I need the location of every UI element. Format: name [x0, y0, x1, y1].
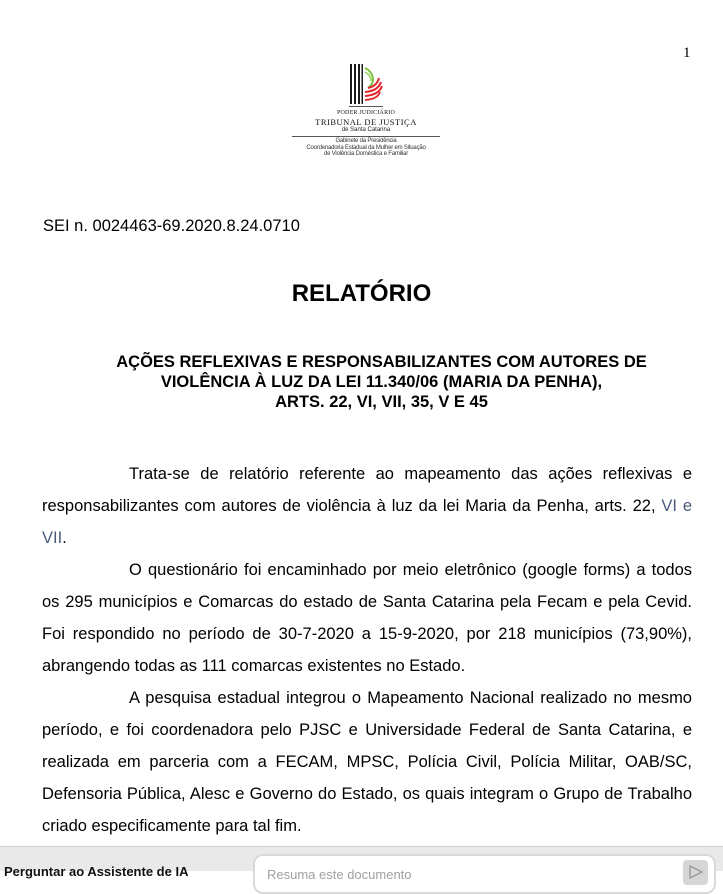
sei-number: SEI n. 0024463-69.2020.8.24.0710 [43, 217, 300, 235]
logo-sub-line: Coordenadoria Estadual da Mulher em Situação [306, 144, 426, 151]
document-body [42, 458, 692, 842]
article-reference: VI e VII [42, 497, 692, 547]
subtitle-line: ARTS. 22, VI, VII, 35, V E 45 [275, 393, 488, 411]
document-title: RELATÓRIO [291, 280, 432, 307]
subtitle-line: VIOLÊNCIA À LUZ DA LEI 11.340/06 (MARIA DA PENHA), [160, 373, 603, 391]
logo-divider [292, 136, 440, 137]
paragraph-questionnaire: O questionário foi encaminhado por meio eletrônico (google forms) a todos os 295 municípios e Comarcas do estado de Santa Catarina pela Fecam e pela Cevid. Foi respondido no período de 30-7-2020 a 15-9-2020, por 218 municípios (73,90%), abrangendo todas as 111 comarcas existentes no Estado. [42, 561, 692, 675]
logo-department [286, 138, 446, 158]
court-logo [290, 62, 442, 162]
logo-text-poder-judiciario: PODER JUDICIÁRIO [336, 110, 396, 116]
ai-assistant-label: Perguntar ao Assistente de IA [4, 864, 189, 879]
tjsc-emblem-icon [346, 62, 386, 110]
logo-text-state: de Santa Catarina [341, 127, 391, 133]
paragraph-intro [42, 458, 692, 554]
paragraph-intro-end: . [62, 529, 67, 547]
paragraph-research: A pesquisa estadual integrou o Mapeamento Nacional realizado no mesmo período, e foi coordenadora pelo PJSC e Universidade Federal de Santa Catarina, e realizada em parceria com a FECAM, MPSC, Polícia Civil, Polícia Militar, OAB/SC, Defensoria Pública, Alesc e Governo do Estado, os quais integram o Grupo de Trabalho criado especificamente para tal fim. [42, 689, 692, 835]
paragraph-intro-text: Trata-se de relatório referente ao mapeamento das ações reflexivas e responsabilizantes com autores de violência à luz da lei Maria da Penha, arts. 22, [42, 465, 692, 515]
logo-text-tribunal: TRIBUNAL DE JUSTIÇA [315, 117, 417, 127]
ai-assistant-bar [0, 846, 723, 879]
subtitle-line: AÇÕES REFLEXIVAS E RESPONSABILIZANTES COM AUTORES DE [116, 353, 647, 371]
ai-send-button[interactable] [683, 860, 708, 885]
send-arrow-icon [689, 865, 703, 879]
page-number: 1 [683, 45, 691, 61]
logo-sub-line: de Violência Doméstica e Familiar [324, 151, 408, 157]
ai-prompt-input[interactable] [253, 854, 716, 894]
document-subtitle [40, 352, 723, 412]
logo-sub-line: Gabinete da Presidência [335, 138, 397, 144]
